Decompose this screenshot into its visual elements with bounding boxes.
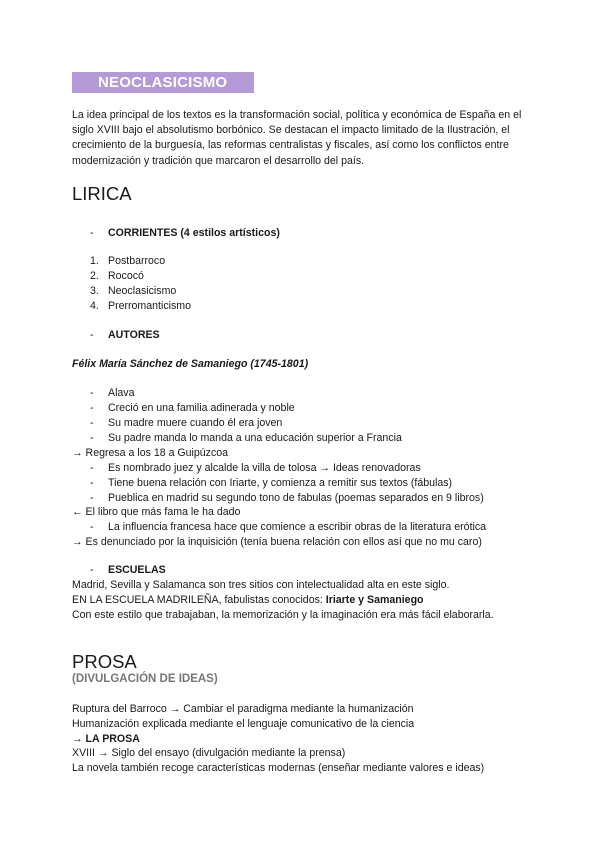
list-number: 3. [90,285,99,297]
bullet-dash: - [90,432,94,444]
author-name: Félix María Sánchez de Samaniego (1745-1801) [72,358,309,370]
bullet-dash: - [90,492,94,504]
list-item: Alava [108,387,135,399]
page-title: NEOCLASICISMO [98,74,228,91]
bullet-dash: - [90,417,94,429]
list-item: Pueblica en madrid su segundo tono de fabulas (poemas separados en 9 libros) [108,492,484,504]
bullet-dash: - [90,462,94,474]
escuelas-line-text: EN LA ESCUELA MADRILEÑA, fabulistas conocidos: [72,594,326,606]
list-item: Su padre manda lo manda a una educación superior a Francia [108,432,402,444]
escuelas-line: Con este estilo que trabajaban, la memorización y la imaginación era más fácil elaborarla. [72,609,494,621]
list-number: 4. [90,300,99,312]
bullet-dash: - [90,402,94,414]
arrow-note: ← El libro que más fama le ha dado [72,506,241,518]
prosa-line: Ruptura del Barroco → Cambiar el paradigma mediante la humanización [72,703,414,715]
corrientes-heading: CORRIENTES (4 estilos artísticos) [108,227,280,239]
autores-heading: AUTORES [108,329,160,341]
list-item: Creció en una familia adinerada y noble [108,402,295,414]
list-item: La influencia francesa hace que comience a escribir obras de la literatura erótica [108,521,487,533]
bullet-dash: - [90,329,94,341]
prosa-heading: PROSA [72,651,137,672]
list-item: Su madre muere cuando él era joven [108,417,283,429]
lirica-heading: LIRICA [72,183,132,204]
escuelas-line: Madrid, Sevilla y Salamanca son tres sitios con intelectualidad alta en este siglo. [72,579,450,591]
prosa-line: Humanización explicada mediante el lenguaje comunicativo de la ciencia [72,718,415,730]
bullet-dash: - [90,564,94,576]
prosa-line: La novela también recoge características modernas (enseñar mediante valores e ideas) [72,762,485,774]
arrow-note: → Es denunciado por la inquisición (tenía buena relación con ellos así que no mu caro) [72,536,482,548]
escuelas-line [72,593,424,607]
list-item: Rococó [108,270,144,282]
intro-paragraph: La idea principal de los textos es la transformación social, política y económica de España en el siglo XVIII bajo el absolutismo borbónico. Se destacan el impacto limitado de la Ilustración, el crecimiento de la burguesía, las reformas centralistas y fiscales, así como los conflictos entre modernización y tradición que marcaron el desarrollo del país. [72,109,522,167]
list-item: Tiene buena relación con Iriarte, y comienza a remitir sus textos (fábulas) [108,477,453,489]
list-item: Neoclasicismo [108,285,177,297]
prosa-subheading: (DIVULGACIÓN DE IDEAS) [72,673,218,685]
list-item: Postbarroco [108,255,166,267]
escuelas-heading: ESCUELAS [108,564,166,576]
bullet-dash: - [90,387,94,399]
bullet-dash: - [90,521,94,533]
list-number: 1. [90,255,99,267]
prosa-line-bold: → LA PROSA [72,733,140,745]
prosa-line: XVIII → Siglo del ensayo (divulgación mediante la prensa) [72,747,346,759]
list-item: Prerromanticismo [108,300,192,312]
bullet-dash: - [90,227,94,239]
list-number: 2. [90,270,99,282]
list-item: Es nombrado juez y alcalde la villa de tolosa → Ideas renovadoras [108,462,421,474]
arrow-note: → Regresa a los 18 a Guipúzcoa [72,447,229,459]
bullet-dash: - [90,477,94,489]
fabulists-names: Iriarte y Samaniego [325,594,424,606]
